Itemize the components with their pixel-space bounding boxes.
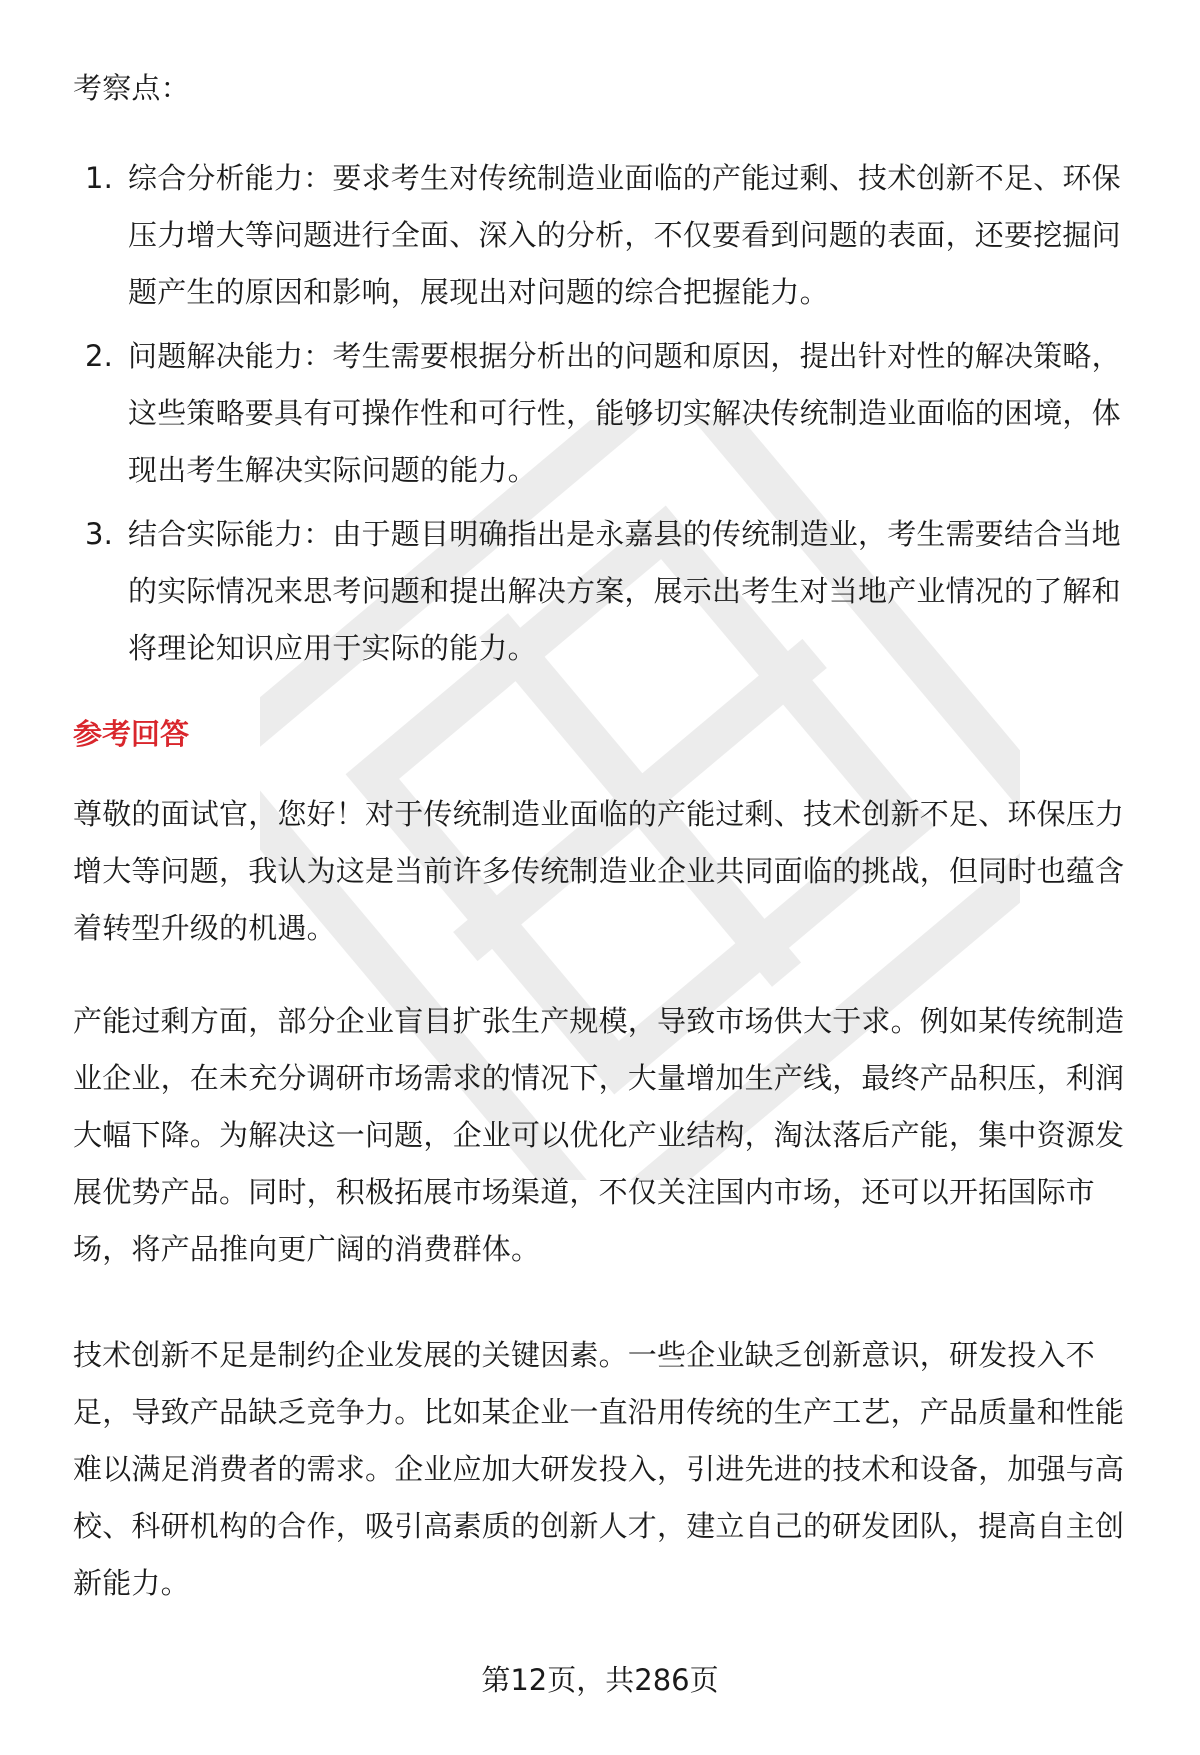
list-item-number: 1. [85, 161, 114, 195]
list-item [73, 150, 1143, 321]
assessment-points-list [73, 150, 1143, 684]
section-label: 考察点： [73, 71, 190, 105]
page-number-footer: 第12页，共286页 [481, 1663, 719, 1697]
list-item [73, 506, 1143, 677]
list-item-text: 结合实际能力：由于题目明确指出是永嘉县的传统制造业，考生需要结合当地的实际情况来思考问题和提出解决方案，展示出考生对当地产业情况的了解和将理论知识应用于实际的能力。 [128, 517, 1121, 665]
answer-heading: 参考回答 [73, 717, 190, 751]
answer-paragraph: 产能过剩方面，部分企业盲目扩张生产规模，导致市场供大于求。例如某传统制造业企业，在未充分调研市场需求的情况下，大量增加生产线，最终产品积压，利润大幅下降。为解决这一问题，企业可以优化产业结构，淘汰落后产能，集中资源发展优势产品。同时，积极拓展市场渠道，不仅关注国内市场，还可以开拓国际市场，将产品推向更广阔的消费群体。 [73, 1004, 1125, 1266]
list-item-number: 2. [85, 339, 114, 373]
answer-paragraph: 技术创新不足是制约企业发展的关键因素。一些企业缺乏创新意识，研发投入不足，导致产品缺乏竞争力。比如某企业一直沿用传统的生产工艺，产品质量和性能难以满足消费者的需求。企业应加大研发投入，引进先进的技术和设备，加强与高校、科研机构的合作，吸引高素质的创新人才，建立自己的研发团队，提高自主创新能力。 [73, 1338, 1125, 1600]
answer-paragraph: 尊敬的面试官，您好！对于传统制造业面临的产能过剩、技术创新不足、环保压力增大等问题，我认为这是当前许多传统制造业企业共同面临的挑战，但同时也蕴含着转型升级的机遇。 [73, 797, 1125, 945]
list-item [73, 328, 1143, 499]
list-item-text: 问题解决能力：考生需要根据分析出的问题和原因，提出针对性的解决策略，这些策略要具有可操作性和可行性，能够切实解决传统制造业面临的困境，体现出考生解决实际问题的能力。 [128, 339, 1121, 487]
list-item-number: 3. [85, 517, 114, 551]
list-item-text: 综合分析能力：要求考生对传统制造业面临的产能过剩、技术创新不足、环保压力增大等问题进行全面、深入的分析，不仅要看到问题的表面，还要挖掘问题产生的原因和影响，展现出对问题的综合把握能力。 [128, 161, 1121, 309]
